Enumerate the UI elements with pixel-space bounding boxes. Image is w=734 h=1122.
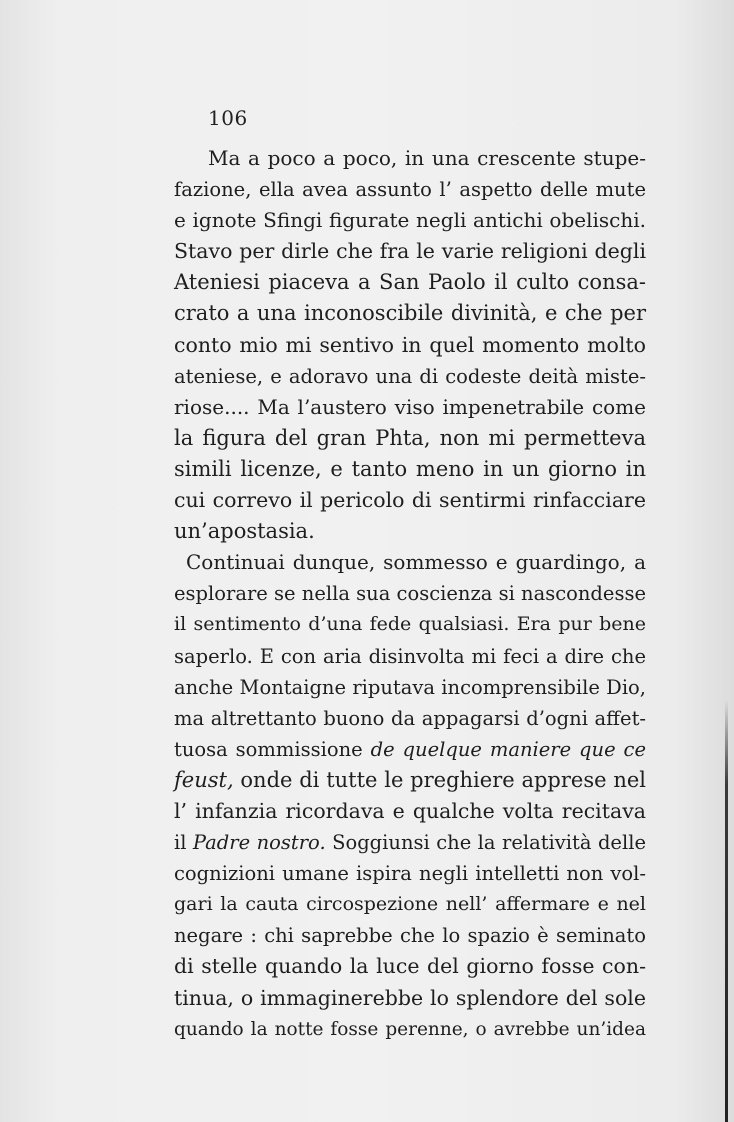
text-line: [174, 765, 646, 796]
text-segment: tuosa sommissione: [174, 737, 371, 761]
text-segment: Soggiunsi che la relatività delle: [325, 831, 646, 855]
text-line: Ma a poco a poco, in una crescente stupe-: [208, 146, 646, 170]
text-line: simili licenze, e tanto meno in un giorno in: [174, 456, 646, 481]
text-line: [174, 827, 646, 858]
text-line: conto mio mi sentivo in quel momento molto: [174, 332, 646, 357]
text-line: ateniese, e adoravo una di codeste deità miste-: [174, 364, 646, 388]
page-number: 106: [208, 106, 248, 130]
italic-text: de quelque maniere que ce: [370, 737, 646, 761]
body-text: [174, 143, 646, 1045]
italic-text: Padre nostro.: [192, 831, 326, 855]
text-line: saperlo. E con aria disinvolta mi feci a dire che: [174, 644, 646, 668]
text-line: tinua, o immaginerebbe lo splendore del sole: [174, 985, 646, 1010]
text-line: la figura del gran Phta, non mi permetteva: [174, 425, 646, 450]
text-line: crato a una inconoscibile divinità, e che per: [174, 301, 646, 326]
text-line: ma altrettanto buono da appagarsi d’ogni affet-: [174, 706, 646, 730]
text-line: negare : chi saprebbe che lo spazio è seminato: [174, 924, 646, 948]
text-line: un’apostasia.: [174, 519, 315, 544]
text-line: fazione, ella avea assunto l’ aspetto delle mute: [174, 178, 646, 202]
text-line: l’ infanzia ricordava e qualche volta recitava: [174, 798, 646, 823]
text-segment: il: [174, 831, 193, 855]
text-line: esplorare se nella sua coscienza si nascondesse: [174, 582, 646, 606]
text-line: cognizioni umane ispira negli intelletti non vol-: [174, 862, 646, 886]
text-line: anche Montaigne riputava incomprensibile Dio,: [174, 675, 646, 699]
text-line: riose.... Ma l’austero viso impenetrabile come: [174, 394, 646, 419]
text-line: e ignote Sfingi figurate negli antichi obelischi.: [174, 208, 646, 233]
text-line: Ateniesi piaceva a San Paolo il culto consa-: [174, 270, 646, 295]
text-line: il sentimento d’una fede qualsiasi. Era pur bene: [174, 613, 646, 636]
text-line: cui correvo il pericolo di sentirmi rinfacciare: [174, 488, 646, 513]
italic-text: feust,: [174, 767, 234, 792]
page-edge-shadow: [725, 700, 728, 1122]
text-line: Stavo per dirle che fra le varie religioni degli: [174, 239, 646, 264]
text-line: quando la notte fosse perenne, o avrebbe un’idea: [174, 1018, 646, 1040]
text-line: gari la cauta circospezione nell’ affermare e nel: [174, 893, 646, 916]
text-line: [174, 734, 646, 765]
text-line: di stelle quando la luce del giorno fosse con-: [174, 954, 646, 979]
text-segment: onde di tutte le preghiere apprese nel: [233, 767, 646, 792]
text-line: Continuai dunque, sommesso e guardingo, a: [186, 550, 646, 575]
